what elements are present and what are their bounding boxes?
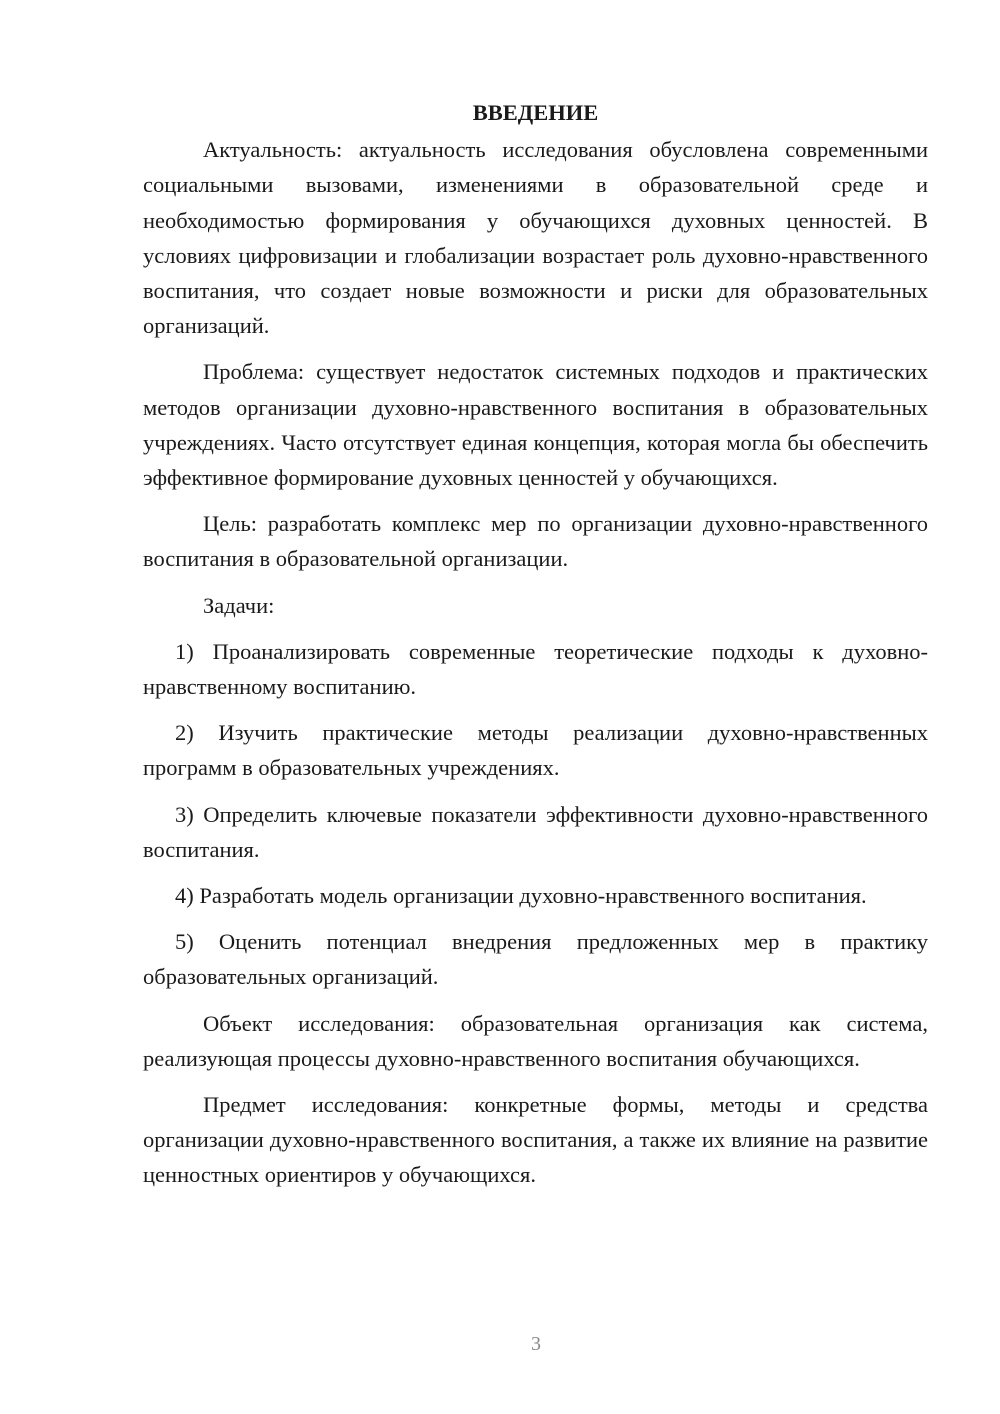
task-item-1: 1) Проанализировать современные теоретические подходы к духовно-нравственному воспитанию. [143,638,928,700]
page-number: 3 [531,1333,541,1355]
section-title: ВВЕДЕНИЕ [472,100,599,125]
paragraph-problem: Проблема: существует недостаток системных подходов и практических методов организации духовно-нравственного воспитания в образовательных учреждениях. Часто отсутствует единая концепция, которая могла бы обеспечить эффективное формирование духовных ценностей у обучающихся. [143,359,928,491]
tasks-heading: Задачи: [203,592,275,618]
task-item-2: 2) Изучить практические методы реализации духовно-нравственных программ в образовательных учреждениях. [143,720,928,781]
paragraph-object: Объект исследования: образовательная организация как система, реализующая процессы духовно-нравственного воспитания обучающихся. [143,1010,928,1071]
task-item-5: 5) Оценить потенциал внедрения предложенных мер в практику образовательных организаций. [143,929,928,990]
page-content [143,95,928,1204]
paragraph-relevance: Актуальность: актуальность исследования обусловлена современными социальными вызовами, изменениями в образовательной среде и необходимостью формирования у обучающихся духовных ценностей. В условиях цифровизации и глобализации возрастает роль духовно-нравственного воспитания, что создает новые возможности и риски для образовательных организаций. [143,137,928,339]
task-item-3: 3) Определить ключевые показатели эффективности духовно-нравственного воспитания. [143,801,928,862]
task-item-4: 4) Разработать модель организации духовно-нравственного воспитания. [175,883,867,909]
paragraph-subject: Предмет исследования: конкретные формы, методы и средства организации духовно-нравственного воспитания, а также их влияние на развитие ценностных ориентиров у обучающихся. [143,1092,928,1188]
paragraph-goal: Цель: разработать комплекс мер по организации духовно-нравственного воспитания в образовательной организации. [143,511,928,572]
